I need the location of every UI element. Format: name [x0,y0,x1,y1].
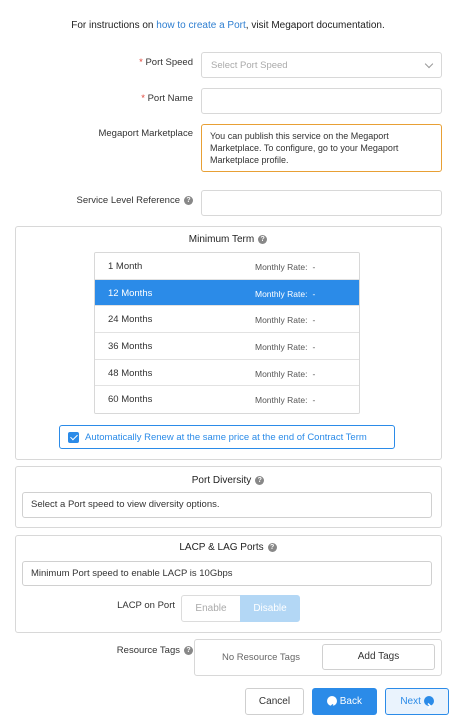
port-name-label [8,93,193,104]
port-diversity-title-text: Port Diversity [191,475,252,486]
term-label: 48 Months [108,367,153,379]
rate-value: - [312,288,316,299]
port-speed-select[interactable] [201,52,442,78]
next-button[interactable] [385,688,449,715]
service-level-label-text: Service Level Reference [76,195,180,206]
rate-value: - [312,395,316,406]
lacp-on-port-label: LACP on Port [117,600,175,611]
rate-label: Monthly Rate: [255,262,308,272]
lacp-message: Minimum Port speed to enable LACP is 10Gbps [22,561,432,586]
term-label: 12 Months [108,287,153,299]
port-diversity-title [0,475,456,486]
term-option-36-months[interactable] [95,333,359,360]
check-icon[interactable] [68,432,79,443]
auto-renew-checkbox[interactable] [59,425,395,449]
monthly-rate [255,342,315,352]
back-button[interactable] [312,688,377,715]
monthly-rate [255,315,315,325]
rate-label: Monthly Rate: [255,315,308,326]
help-circle-icon[interactable]: ? [184,646,193,655]
monthly-rate [255,262,315,272]
term-label: 24 Months [108,314,153,326]
minimum-term-title-text: Minimum Term [188,234,255,245]
resource-tags-label [8,645,193,656]
create-port-link[interactable]: how to create a Port [156,20,246,31]
arrow-right-circle-icon [424,696,434,706]
arrow-left-circle-icon [327,696,337,706]
lacp-disable-button[interactable]: Disable [240,595,300,622]
term-label: 36 Months [108,340,153,352]
rate-value: - [312,368,316,379]
required-mark: * [141,93,145,104]
term-option-48-months[interactable] [95,360,359,387]
monthly-rate [255,369,315,379]
help-circle-icon[interactable]: ? [184,196,193,205]
lacp-enable-button[interactable]: Enable [181,595,241,622]
rate-label: Monthly Rate: [255,288,308,299]
term-option-1-month[interactable] [95,253,359,280]
port-speed-placeholder: Select Port Speed [211,60,288,71]
next-label: Next [400,696,421,707]
rate-value: - [312,315,316,326]
monthly-rate [255,289,315,299]
term-option-12-months[interactable] [95,280,359,307]
add-tags-button[interactable]: Add Tags [322,644,435,670]
marketplace-label: Megaport Marketplace [98,128,193,139]
port-diversity-message: Select a Port speed to view diversity options. [22,492,432,518]
port-name-input[interactable] [201,88,442,114]
monthly-rate [255,395,315,405]
lacp-title-text: LACP & LAG Ports [179,542,264,553]
port-name-label-text: Port Name [147,93,193,104]
term-label: 60 Months [108,394,153,406]
back-label: Back [339,696,362,707]
service-level-input[interactable] [201,190,442,216]
help-circle-icon[interactable]: ? [255,476,264,485]
rate-value: - [312,341,316,352]
term-option-60-months[interactable] [95,386,359,413]
port-speed-label [8,57,193,68]
term-list [94,252,360,414]
term-label: 1 Month [108,261,143,272]
intro-prefix: For instructions on [71,20,157,31]
rate-label: Monthly Rate: [255,368,308,379]
auto-renew-label: Automatically Renew at the same price at the end of Contract Term [85,432,367,443]
cancel-button[interactable]: Cancel [245,688,304,715]
help-circle-icon[interactable]: ? [268,543,277,552]
marketplace-note: You can publish this service on the Megaport Marketplace. To configure, go to your Megaport Marketplace profile. [201,124,442,172]
required-mark: * [139,57,143,68]
minimum-term-title [0,234,456,245]
rate-label: Monthly Rate: [255,395,308,406]
intro-text [0,20,456,31]
lacp-title [0,542,456,553]
no-tags-text: No Resource Tags [222,652,300,663]
term-option-24-months[interactable] [95,306,359,333]
intro-suffix: , visit Megaport documentation. [245,20,385,31]
help-circle-icon[interactable]: ? [258,235,267,244]
port-speed-label-text: Port Speed [145,57,193,68]
rate-label: Monthly Rate: [255,341,308,352]
rate-value: - [312,262,316,272]
service-level-label [8,195,193,206]
resource-tags-label-text: Resource Tags [116,645,180,656]
